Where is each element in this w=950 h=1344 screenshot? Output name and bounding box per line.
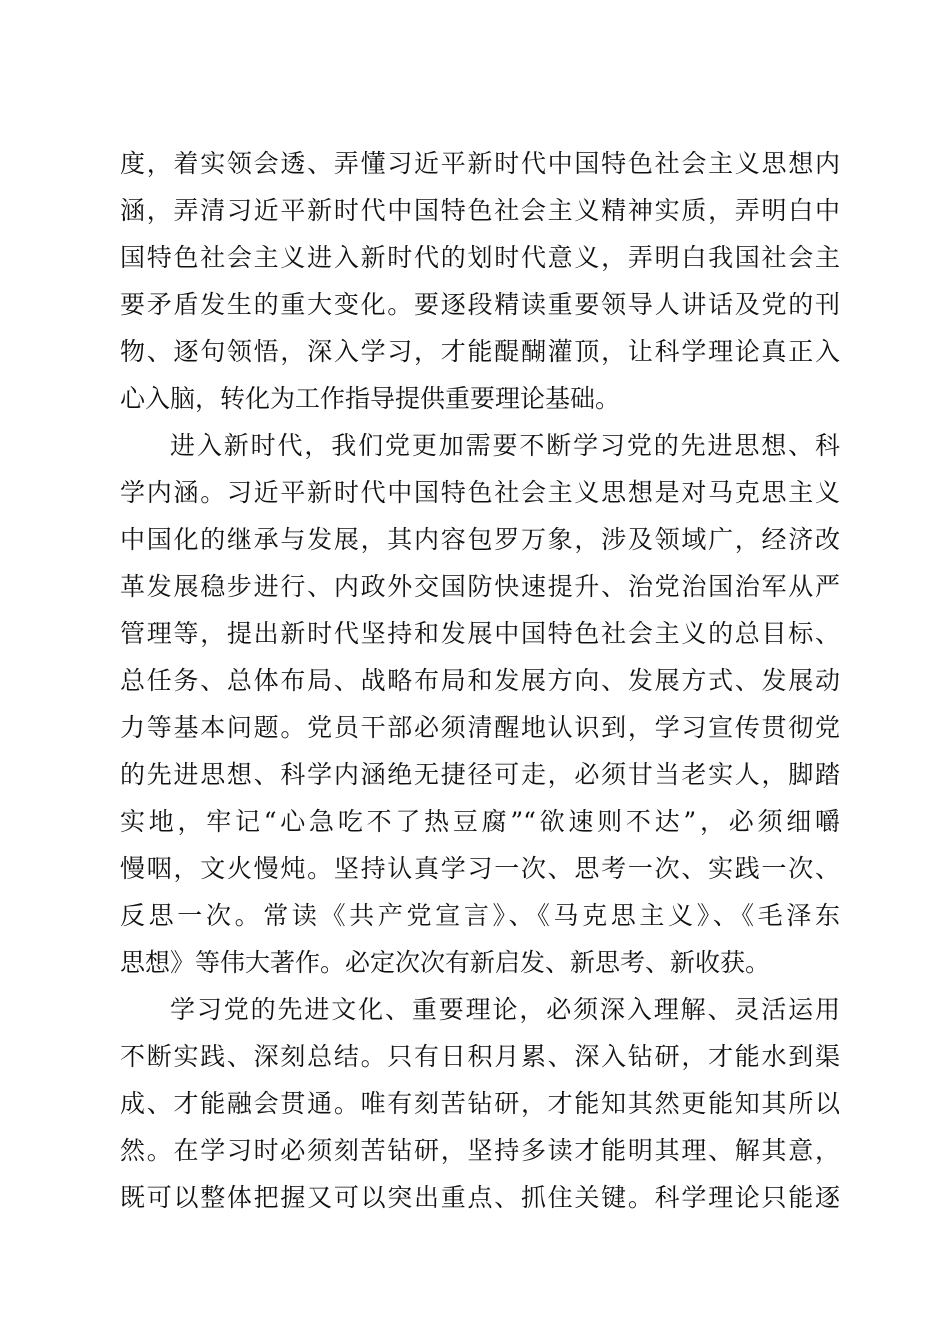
text-line: 管理等，提出新时代坚持和发展中国特色社会主义的总目标、 bbox=[120, 619, 840, 648]
text-line: 要矛盾发生的重大变化。要逐段精读重要领导人讲话及党的刊 bbox=[120, 290, 840, 319]
text-line: 涵，弄清习近平新时代中国特色社会主义精神实质，弄明白中 bbox=[120, 196, 840, 225]
text-line: 既可以整体把握又可以突出重点、抓住关键。科学理论只能逐 bbox=[120, 1183, 840, 1212]
text-line: 学内涵。习近平新时代中国特色社会主义思想是对马克思主义 bbox=[120, 478, 840, 507]
text-line: 革发展稳步进行、内政外交国防快速提升、治党治国治军从严 bbox=[120, 572, 840, 601]
text-line: 国特色社会主义进入新时代的划时代意义，弄明白我国社会主 bbox=[120, 243, 840, 272]
text-line: 成、才能融会贯通。唯有刻苦钻研，才能知其然更能知其所以 bbox=[120, 1089, 840, 1118]
text-line: 反思一次。常读《共产党宣言》、《马克思主义》、《毛泽东 bbox=[120, 901, 840, 930]
text-line: 物、逐句领悟，深入学习，才能醍醐灌顶，让科学理论真正入 bbox=[120, 337, 840, 366]
text-line: 心入脑，转化为工作指导提供重要理论基础。 bbox=[120, 384, 621, 413]
text-line: 进入新时代，我们党更加需要不断学习党的先进思想、科 bbox=[170, 431, 840, 460]
text-line: 度，着实领会透、弄懂习近平新时代中国特色社会主义思想内 bbox=[120, 149, 840, 178]
text-line: 实地，牢记“心急吃不了热豆腐”“欲速则不达”，必须细嚼 bbox=[120, 807, 840, 836]
text-line: 慢咽，文火慢炖。坚持认真学习一次、思考一次、实践一次、 bbox=[120, 854, 840, 883]
text-line: 思想》等伟大著作。必定次次有新启发、新思考、新收获。 bbox=[120, 948, 771, 977]
text-line: 然。在学习时必须刻苦钻研，坚持多读才能明其理、解其意， bbox=[120, 1136, 840, 1165]
text-line: 的先进思想、科学内涵绝无捷径可走，必须甘当老实人，脚踏 bbox=[120, 760, 840, 789]
text-line: 不断实践、深刻总结。只有日积月累、深入钻研，才能水到渠 bbox=[120, 1042, 840, 1071]
text-line: 学习党的先进文化、重要理论，必须深入理解、灵活运用 bbox=[170, 995, 840, 1024]
text-line: 中国化的继承与发展，其内容包罗万象，涉及领域广，经济改 bbox=[120, 525, 840, 554]
text-line: 力等基本问题。党员干部必须清醒地认识到，学习宣传贯彻党 bbox=[120, 713, 840, 742]
text-line: 总任务、总体布局、战略布局和发展方向、发展方式、发展动 bbox=[120, 666, 840, 695]
